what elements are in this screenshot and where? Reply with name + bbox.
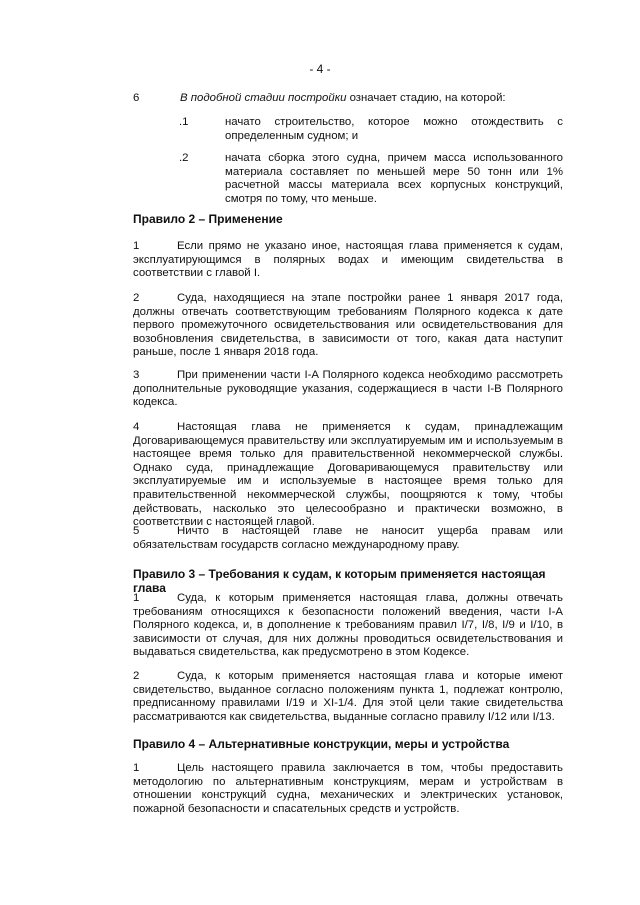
- paragraph-number: 5: [133, 525, 140, 537]
- rule-2-paragraph: [133, 421, 563, 530]
- rule-4-paragraph: [133, 762, 563, 816]
- page-number: - 4 -: [309, 62, 331, 76]
- rule-3-paragraph: [133, 592, 563, 660]
- definition-term: В подобной стадии постройки: [180, 92, 347, 104]
- paragraph-number: 2: [133, 670, 140, 682]
- rule-2-heading: Правило 2 – Применение: [133, 212, 283, 226]
- rule-3-paragraph: [133, 670, 563, 724]
- rule-4-heading: Правило 4 – Альтернативные конструкции, меры и устройства: [133, 737, 510, 751]
- paragraph-number: 3: [133, 369, 140, 381]
- definition-number: 6: [133, 92, 140, 104]
- paragraph-number: 4: [133, 421, 140, 433]
- rule-2-paragraph: [133, 240, 563, 281]
- definition-intro: [180, 92, 563, 106]
- paragraph-text: Настоящая глава не применяется к судам, принадлежащим Договаривающемуся правительству или эксплуатируемым им и используемым в настоящее время только для правительственной некоммерческой службы. Однако суда, принадлежащие Договаривающемуся правительству или эксплуатируемые им и используемые в настоящее время только для правительственной некоммерческой службы, поощряются к тому, чтобы действовать, насколько это целесообразно и практически возможно, в соответствии с настоящей главой.: [133, 421, 563, 529]
- paragraph-number: 1: [133, 762, 140, 774]
- paragraph-number: 1: [133, 240, 140, 252]
- paragraph-text: Суда, находящиеся на этапе постройки ранее 1 января 2017 года, должны отвечать соответствующим требованиям Полярного кодекса к дате первого промежуточного освидетельствования или освидетельствования для возобновления свидетельства, в зависимости от того, какая дата наступит раньше, после 1 января 2018 года.: [133, 292, 563, 359]
- definition-item-text: начато строительство, которое можно отождествить с определенным судном; и: [225, 116, 563, 142]
- paragraph-text: Ничто в настоящей главе не наносит ущерба правам или обязательствам государств согласно международному праву.: [133, 525, 563, 551]
- rule-3-heading: Правило 3 – Требования к судам, к которым применяется настоящая глава: [133, 567, 546, 595]
- definition-item-number: .1: [179, 116, 189, 128]
- definition-item-text: начата сборка этого судна, причем масса использованного материала составляет по меньшей мере 50 тонн или 1% расчетной массы материала всех корпусных конструкций, смотря по тому, что меньше.: [225, 152, 563, 205]
- definition-text: означает стадию, на которой:: [346, 92, 506, 104]
- paragraph-number: 2: [133, 292, 140, 304]
- paragraph-number: 1: [133, 592, 140, 604]
- rule-2-paragraph: [133, 292, 563, 360]
- paragraph-text: Цель настоящего правила заключается в том, чтобы предоставить методологию по альтернативным конструкциям, мерам и устройствам в отношении конструкций судна, механических и электрических установок, пожарной безопасности и спасательных средств и устройств.: [133, 762, 563, 815]
- rule-2-paragraph: [133, 369, 563, 410]
- paragraph-text: Суда, к которым применяется настоящая глава и которые имеют свидетельство, выданное согласно положениям пункта 1, подлежат контролю, предписанному правилами I/19 и XI-1/4. Для этой цели такие свидетельства рассматриваются как свидетельства, выданные согласно правилу I/12 или I/13.: [133, 670, 563, 723]
- paragraph-text: Если прямо не указано иное, настоящая глава применяется к судам, эксплуатирующимся в полярных водах и имеющим свидетельства в соответствии с главой I.: [133, 240, 563, 280]
- paragraph-text: При применении части I-A Полярного кодекса необходимо рассмотреть дополнительные руководящие указания, содержащиеся в части I-B Полярного кодекса.: [133, 369, 563, 409]
- rule-2-paragraph: [133, 525, 563, 552]
- definition-item-number: .2: [179, 152, 189, 164]
- paragraph-text: Суда, к которым применяется настоящая глава, должны отвечать требованиям относящихся к безопасности положений введения, части I-A Полярного кодекса, и, в дополнение к требованиям правил I/7, I/8, I/9 и I/10, в зависимости от случая, для них должны проводиться освидетельствования и выдаваться свидетельства, как предусмотрено в этом Кодексе.: [133, 592, 563, 659]
